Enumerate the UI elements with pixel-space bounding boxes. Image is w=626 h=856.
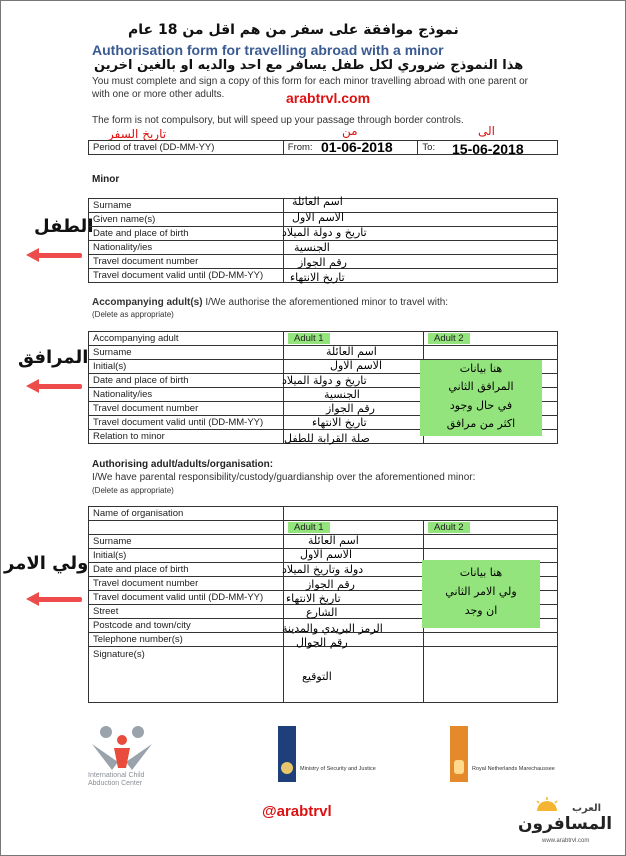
handwritten-note: اسم العائلة bbox=[292, 195, 343, 208]
handwritten-note: الاسم الاول bbox=[300, 548, 352, 561]
handwritten-note: رقم الجواز bbox=[306, 578, 355, 591]
adult1-header bbox=[284, 332, 424, 346]
row-label: Surname bbox=[89, 199, 284, 213]
arabic-subtitle: هذا النموذج ضروري لكل طفل يسافر مع احد والديه او بالغين اخرين bbox=[94, 58, 524, 73]
row-label: Initial(s) bbox=[89, 360, 284, 374]
handwritten-note: تاريخ الانتهاء bbox=[312, 416, 367, 429]
table-row bbox=[89, 332, 558, 346]
handwritten-note: رقم الجواز bbox=[298, 256, 347, 269]
instruction-line-2: with one or more other adults. bbox=[92, 89, 225, 100]
delete-note: (Delete as appropriate) bbox=[92, 310, 174, 319]
row-label: Initial(s) bbox=[89, 549, 284, 563]
row-label: Date and place of birth bbox=[89, 227, 284, 241]
ministry-logo bbox=[278, 726, 296, 782]
side-label-companion: المرافق bbox=[18, 347, 89, 368]
companion-section-bold: Accompanying adult(s) bbox=[92, 297, 203, 308]
guardian-section-title: Authorising adult/adults/organisation: bbox=[92, 459, 274, 470]
handwritten-note: صلة القرابة للطفل bbox=[284, 432, 370, 445]
row-label: Surname bbox=[89, 535, 284, 549]
adult2-header bbox=[424, 332, 558, 346]
row-label: Travel document valid until (DD-MM-YY) bbox=[89, 416, 284, 430]
input-cell[interactable] bbox=[424, 633, 558, 647]
label-to-ar: الى bbox=[478, 124, 495, 138]
handwritten-note: تاريخ و دولة الميلاد bbox=[282, 226, 367, 239]
arrow-icon bbox=[26, 250, 82, 260]
arabic-title: نموذج موافقة على سفر من هم اقل من 18 عام bbox=[128, 22, 459, 38]
brand-url: www.arabtrvl.com bbox=[542, 838, 590, 844]
form-title: Authorisation form for travelling abroad with a minor bbox=[92, 42, 444, 58]
sun-icon bbox=[534, 797, 560, 811]
arrow-icon bbox=[26, 381, 82, 391]
row-label: Relation to minor bbox=[89, 430, 284, 444]
brand-small: العرب bbox=[572, 803, 602, 814]
adult1-label: Adult 1 bbox=[288, 333, 330, 344]
row-label: Travel document number bbox=[89, 577, 284, 591]
to-date: 15-06-2018 bbox=[452, 141, 524, 157]
adult2-note-line: المرافق الثاني bbox=[448, 380, 514, 393]
icac-line-2: Abduction Center bbox=[88, 780, 143, 787]
row-label: Travel document number bbox=[89, 255, 284, 269]
instruction-line-1: You must complete and sign a copy of this form for each minor travelling abroad with one parent or bbox=[92, 76, 528, 87]
handwritten-note: اسم العائلة bbox=[308, 534, 359, 547]
brand-watermark: المسافرون bbox=[518, 814, 613, 834]
row-label: Accompanying adult bbox=[89, 332, 284, 346]
label-travel-date: تاريخ السفر bbox=[108, 127, 167, 141]
adult1-label: Adult 1 bbox=[288, 522, 330, 533]
row-label: Travel document number bbox=[89, 402, 284, 416]
marechaussee-logo-text: Royal Netherlands Marechaussee bbox=[472, 766, 555, 772]
adult2-note-line: اكثر من مرافق bbox=[446, 417, 516, 430]
row-label: Signature(s) bbox=[89, 647, 284, 703]
adult2-note-line: في حال وجود bbox=[449, 399, 513, 412]
table-row bbox=[89, 507, 558, 521]
icac-logo-text bbox=[88, 772, 144, 788]
table-row bbox=[89, 521, 558, 535]
from-date: 01-06-2018 bbox=[321, 139, 393, 155]
guardian-line: I/We have parental responsibility/custody/guardianship over the aforementioned minor: bbox=[92, 472, 476, 483]
handwritten-note: تاريخ الانتهاء bbox=[290, 271, 345, 284]
delete-note: (Delete as appropriate) bbox=[92, 486, 174, 495]
handwritten-note: الجنسية bbox=[294, 241, 330, 254]
label-from-ar: من bbox=[342, 124, 358, 138]
adult2-note-line: ان وجد bbox=[464, 604, 498, 617]
form-note: The form is not compulsory, but will speed up your passage through border controls. bbox=[92, 115, 464, 126]
handwritten-note: دولة وتاريخ الميلاد bbox=[282, 563, 364, 576]
handle-watermark: @arabtrvl bbox=[262, 803, 332, 820]
from-label: From: bbox=[287, 142, 313, 153]
minor-section-title: Minor bbox=[92, 174, 120, 185]
side-label-guardian: ولي الامر bbox=[4, 553, 89, 574]
handwritten-note: الشارع bbox=[306, 606, 338, 619]
handwritten-note: رقم الجوال bbox=[296, 636, 348, 649]
row-label: Nationality/ies bbox=[89, 388, 284, 402]
companion-section-title bbox=[92, 297, 448, 308]
input-cell[interactable] bbox=[424, 346, 558, 360]
period-label: Period of travel (DD-MM-YY) bbox=[89, 141, 284, 155]
icac-line-1: International Child bbox=[88, 772, 145, 779]
arrow-icon bbox=[26, 594, 82, 604]
row-label: Nationality/ies bbox=[89, 241, 284, 255]
handwritten-note: الاسم الاول bbox=[330, 359, 382, 372]
row-label: Telephone number(s) bbox=[89, 633, 284, 647]
row-label: Surname bbox=[89, 346, 284, 360]
side-label-child: الطفل bbox=[34, 216, 94, 237]
adult2-label: Adult 2 bbox=[428, 522, 470, 533]
row-label: Travel document valid until (DD-MM-YY) bbox=[89, 269, 284, 283]
signature-cell[interactable] bbox=[424, 647, 558, 703]
row-label: Postcode and town/city bbox=[89, 619, 284, 633]
handwritten-note: الجنسية bbox=[324, 388, 360, 401]
row-label: Date and place of birth bbox=[89, 374, 284, 388]
companion-section-rest: I/We authorise the aforementioned minor to travel with: bbox=[202, 297, 449, 308]
handwritten-note: اسم العائلة bbox=[326, 345, 377, 358]
icac-logo bbox=[88, 722, 156, 772]
row-label: Date and place of birth bbox=[89, 563, 284, 577]
input-cell[interactable] bbox=[424, 535, 558, 549]
table-row bbox=[89, 346, 558, 360]
row-label: Travel document valid until (DD-MM-YY) bbox=[89, 591, 284, 605]
handwritten-note: رقم الجواز bbox=[326, 402, 375, 415]
ministry-logo-text: Ministry of Security and Justice bbox=[300, 766, 376, 772]
input-cell[interactable] bbox=[284, 605, 424, 619]
handwritten-note: الاسم الاول bbox=[292, 211, 344, 224]
adult2-label: Adult 2 bbox=[428, 333, 470, 344]
adult2-header bbox=[424, 521, 558, 535]
site-watermark: arabtrvl.com bbox=[286, 90, 371, 106]
adult2-note-line: هنا بيانات bbox=[459, 566, 503, 579]
adult2-note-line: هنا بيانات bbox=[459, 362, 503, 375]
adult2-note-line: ولي الامر الثاني bbox=[445, 585, 517, 598]
handwritten-note: الرمز البريدي والمدينة bbox=[282, 622, 383, 635]
row-label: Street bbox=[89, 605, 284, 619]
row-label: Name of organisation bbox=[89, 507, 284, 521]
handwritten-note: تاريخ الانتهاء bbox=[286, 592, 341, 605]
row-label: Given name(s) bbox=[89, 213, 284, 227]
to-label: To: bbox=[422, 142, 436, 153]
adult1-header bbox=[284, 521, 424, 535]
marechaussee-logo bbox=[450, 726, 468, 782]
handwritten-note: تاريخ و دولة الميلاد bbox=[282, 374, 367, 387]
input-cell[interactable] bbox=[284, 507, 558, 521]
signature-note: التوقيع bbox=[302, 670, 332, 683]
